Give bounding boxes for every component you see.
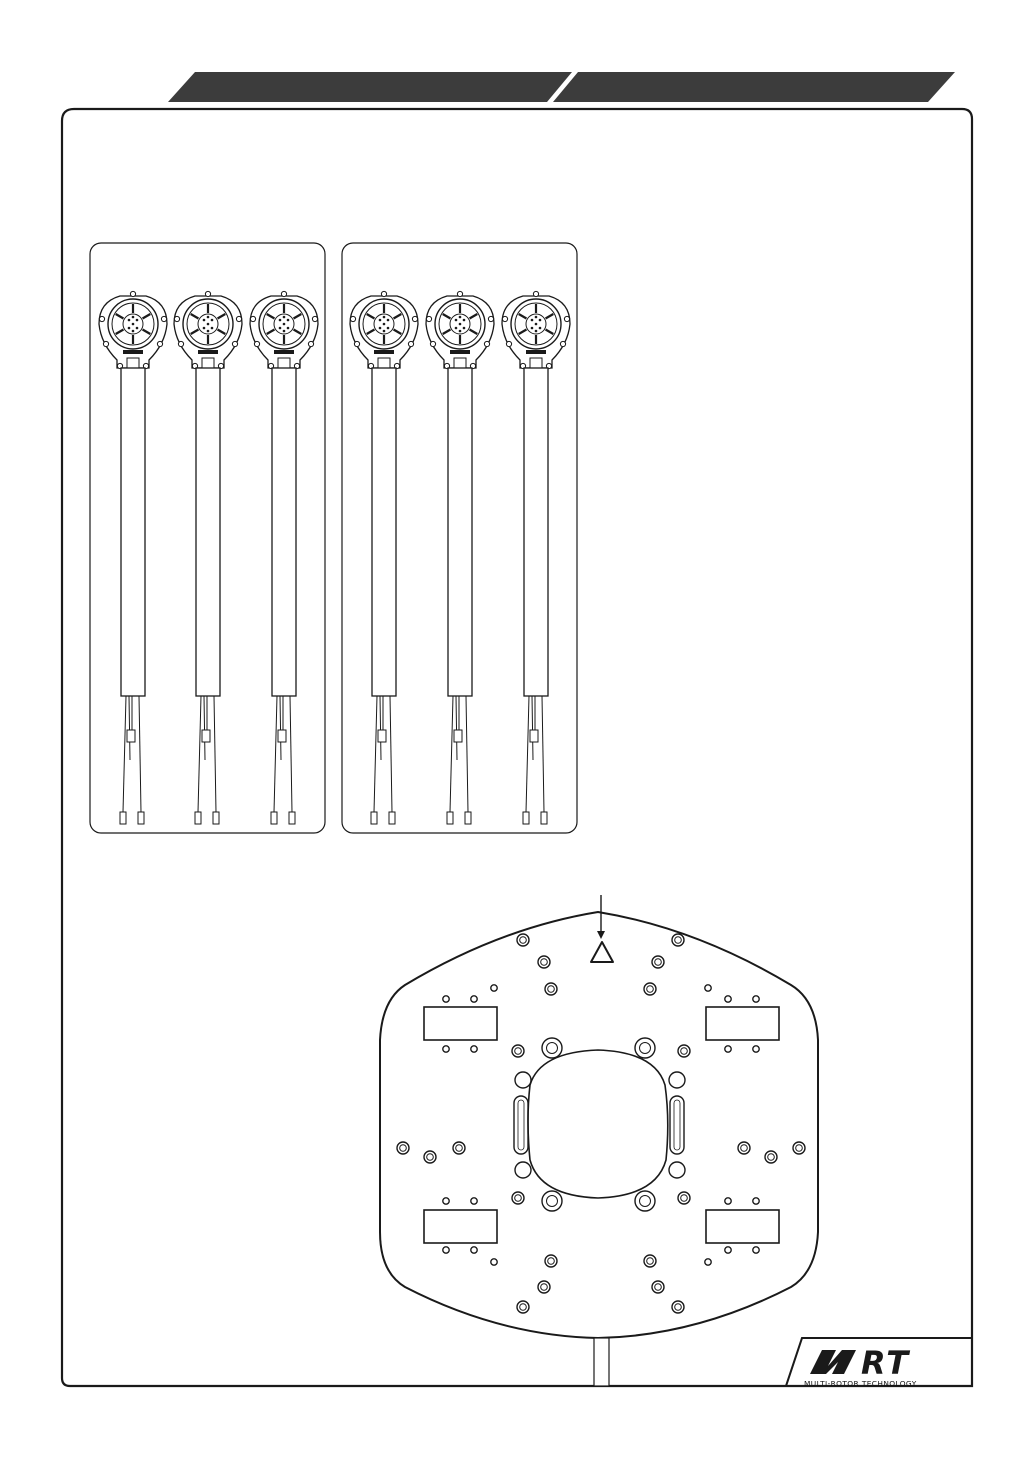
plug-connector (447, 812, 453, 824)
plug-connector (138, 812, 144, 824)
motor-wire (129, 696, 130, 760)
mount-screw (157, 341, 162, 346)
wire-connector (378, 730, 386, 742)
motor-label (526, 350, 546, 354)
small-hole (471, 1247, 477, 1253)
motor-bolt (379, 319, 382, 322)
motor-bolt (211, 327, 214, 330)
mount-hole (678, 1045, 690, 1057)
mount-screw (308, 341, 313, 346)
mount-hole (652, 956, 664, 968)
motor-bolt (387, 319, 390, 322)
motor-label (198, 350, 218, 354)
plug-connector (465, 812, 471, 824)
motor-bolt (455, 319, 458, 322)
header-tab-right (553, 72, 955, 102)
mount-hole (644, 1255, 656, 1267)
lightening-hole (515, 1072, 531, 1088)
mount-screw (350, 316, 355, 321)
small-hole (443, 996, 449, 1002)
arm-tube (272, 368, 296, 696)
mount-screw (254, 341, 259, 346)
arm-tube (372, 368, 396, 696)
signal-wire (290, 696, 292, 812)
wire-connector (202, 730, 210, 742)
mount-hole (545, 1255, 557, 1267)
mount-hole (793, 1142, 805, 1154)
motor-bolt (207, 316, 210, 319)
center-opening (528, 1050, 668, 1198)
mount-hole (538, 1281, 550, 1293)
motor-bolt (287, 319, 290, 322)
motor-bolt (459, 323, 462, 326)
motor-bolt (128, 319, 131, 322)
mount-screw (560, 341, 565, 346)
signal-wire (542, 696, 544, 812)
logo-tagline: MULTI-ROTOR TECHNOLOGY (804, 1379, 917, 1388)
motor-bolt (387, 327, 390, 330)
wire-connector (454, 730, 462, 742)
small-hole (725, 1198, 731, 1204)
mount-hole (765, 1151, 777, 1163)
small-hole (471, 1046, 477, 1052)
motor-wire (374, 696, 377, 812)
plug-connector (271, 812, 277, 824)
motor-bolt (459, 316, 462, 319)
plug-connector (371, 812, 377, 824)
lightening-hole (669, 1072, 685, 1088)
motor-bolt (535, 316, 538, 319)
standoff-boss (635, 1191, 655, 1211)
motor-wire (123, 696, 126, 812)
mount-hole (397, 1142, 409, 1154)
mount-hole (545, 983, 557, 995)
signal-wire (139, 696, 141, 812)
motor-bolt (383, 323, 386, 326)
motor-label (374, 350, 394, 354)
small-hole (753, 1046, 759, 1052)
small-hole (725, 1247, 731, 1253)
mount-screw (103, 341, 108, 346)
plug-connector (213, 812, 219, 824)
motor-wire (450, 696, 453, 812)
small-hole (491, 1259, 497, 1265)
motor-bolt (383, 330, 386, 333)
signal-wire (390, 696, 392, 812)
motor-wire (280, 696, 281, 760)
mount-screw (426, 316, 431, 321)
small-hole (443, 1046, 449, 1052)
motor-wire (532, 696, 533, 760)
mount-screw (484, 341, 489, 346)
motor-wire (198, 696, 201, 812)
motor-bolt (136, 327, 139, 330)
mount-screw (250, 316, 255, 321)
arm-tube (196, 368, 220, 696)
motor-label (123, 350, 143, 354)
mount-screw (408, 341, 413, 346)
motor-bolt (463, 327, 466, 330)
signal-wire (214, 696, 216, 812)
mount-screw (236, 316, 241, 321)
small-hole (705, 1259, 711, 1265)
mount-screw (281, 291, 286, 296)
lightening-hole (515, 1162, 531, 1178)
center-cable-channel (594, 1338, 609, 1386)
mount-screw (205, 291, 210, 296)
motor-bolt (283, 330, 286, 333)
small-hole (443, 1198, 449, 1204)
motor-bolt (463, 319, 466, 322)
mount-screw (312, 316, 317, 321)
motor-bolt (539, 319, 542, 322)
small-hole (753, 1247, 759, 1253)
motor-bolt (283, 316, 286, 319)
mount-screw (99, 316, 104, 321)
small-hole (705, 985, 711, 991)
mount-hole (512, 1045, 524, 1057)
signal-wire (466, 696, 468, 812)
plug-connector (541, 812, 547, 824)
motor-arm-6 (502, 291, 570, 824)
mount-screw (161, 316, 166, 321)
mount-screw (174, 316, 179, 321)
mount-hole (453, 1142, 465, 1154)
arm-clamp (127, 358, 139, 368)
mount-hole (672, 1301, 684, 1313)
plug-connector (523, 812, 529, 824)
arm-tube (448, 368, 472, 696)
motor-label (274, 350, 294, 354)
mount-hole (424, 1151, 436, 1163)
motor-bolt (535, 323, 538, 326)
mount-hole (644, 983, 656, 995)
arms-layer (99, 291, 570, 824)
small-hole (443, 1247, 449, 1253)
arm-clamp (202, 358, 214, 368)
motor-bolt (279, 327, 282, 330)
mount-screw (564, 316, 569, 321)
motor-bolt (132, 330, 135, 333)
small-hole (725, 1046, 731, 1052)
motor-wire (380, 696, 381, 760)
motor-arm-1 (99, 291, 167, 824)
mount-screw (232, 341, 237, 346)
mount-hole (738, 1142, 750, 1154)
mount-screw (502, 316, 507, 321)
small-hole (471, 996, 477, 1002)
motor-bolt (287, 327, 290, 330)
wire-connector (278, 730, 286, 742)
mount-screw (178, 341, 183, 346)
motor-wire (274, 696, 277, 812)
small-hole (491, 985, 497, 991)
motor-bolt (459, 330, 462, 333)
motor-arm-4 (350, 291, 418, 824)
standoff-boss (635, 1038, 655, 1058)
standoff-boss (542, 1038, 562, 1058)
wire-connector (127, 730, 135, 742)
small-hole (753, 996, 759, 1002)
small-hole (471, 1198, 477, 1204)
mount-hole (538, 956, 550, 968)
mount-hole (672, 934, 684, 946)
motor-arm-3 (250, 291, 318, 824)
arm-tube (524, 368, 548, 696)
mount-screw (354, 341, 359, 346)
motor-bolt (211, 319, 214, 322)
mount-screw (430, 341, 435, 346)
motor-bolt (136, 319, 139, 322)
arm-clamp (454, 358, 466, 368)
arm-clamp (278, 358, 290, 368)
motor-wire (204, 696, 205, 760)
lightening-hole (669, 1162, 685, 1178)
small-hole (753, 1198, 759, 1204)
mount-screw (130, 291, 135, 296)
motor-bolt (207, 330, 210, 333)
logo-letters: RT (861, 1344, 911, 1382)
motor-bolt (279, 319, 282, 322)
motor-bolt (531, 327, 534, 330)
plug-connector (195, 812, 201, 824)
header-banner (168, 72, 955, 102)
motor-arm-2 (174, 291, 242, 824)
arm-clamp (378, 358, 390, 368)
mount-hole (678, 1192, 690, 1204)
motor-bolt (539, 327, 542, 330)
plug-connector (120, 812, 126, 824)
motor-bolt (203, 327, 206, 330)
arm-clamp (530, 358, 542, 368)
motor-label (450, 350, 470, 354)
mount-screw (381, 291, 386, 296)
frame-plate (380, 895, 818, 1386)
motor-bolt (207, 323, 210, 326)
motor-wire (456, 696, 457, 760)
motor-bolt (455, 327, 458, 330)
mount-screw (457, 291, 462, 296)
motor-bolt (379, 327, 382, 330)
motor-bolt (132, 323, 135, 326)
mount-screw (533, 291, 538, 296)
motor-bolt (283, 323, 286, 326)
plug-connector (289, 812, 295, 824)
motor-bolt (383, 316, 386, 319)
arm-tube (121, 368, 145, 696)
mount-screw (506, 341, 511, 346)
motor-bolt (203, 319, 206, 322)
mount-hole (517, 1301, 529, 1313)
small-hole (725, 996, 731, 1002)
mount-hole (517, 934, 529, 946)
wire-connector (530, 730, 538, 742)
header-tab-left (168, 72, 572, 102)
mount-hole (652, 1281, 664, 1293)
logo-mark-m-icon (810, 1350, 856, 1374)
motor-arm-5 (426, 291, 494, 824)
motor-wire (526, 696, 529, 812)
motor-bolt (531, 319, 534, 322)
standoff-boss (542, 1191, 562, 1211)
motor-bolt (535, 330, 538, 333)
plug-connector (389, 812, 395, 824)
mount-screw (488, 316, 493, 321)
mount-hole (512, 1192, 524, 1204)
motor-bolt (128, 327, 131, 330)
mount-screw (412, 316, 417, 321)
motor-bolt (132, 316, 135, 319)
